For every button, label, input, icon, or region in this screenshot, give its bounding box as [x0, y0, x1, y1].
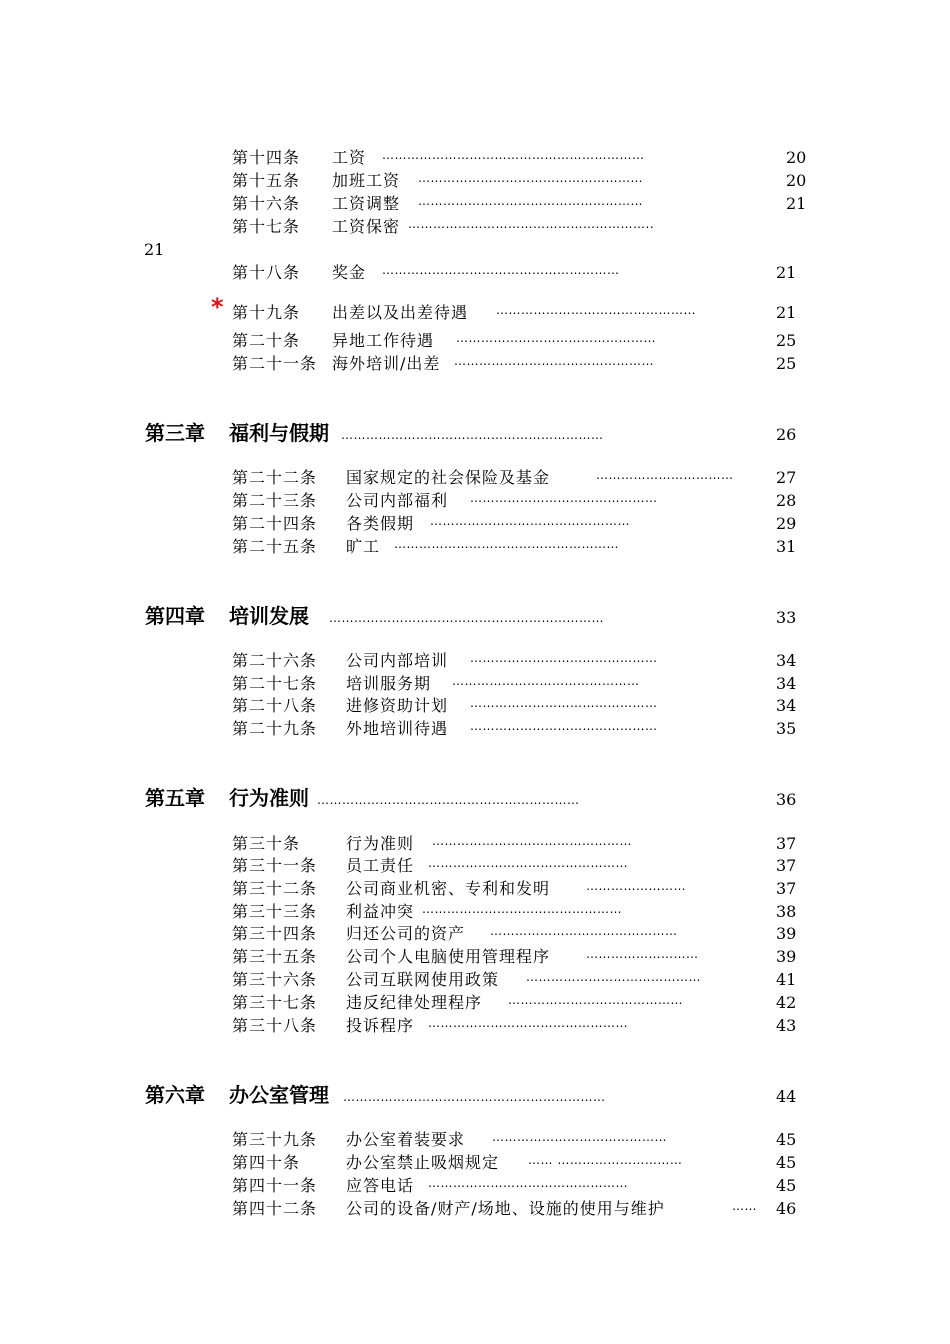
article-label: 第四十一条 [232, 1176, 318, 1195]
page-number: 39 [776, 947, 797, 966]
article-title: 投诉程序 [346, 1016, 415, 1035]
toc-entry-article-23[interactable] [232, 490, 812, 512]
leader-dots: …… ………………………… [528, 1153, 683, 1167]
leader-dots: …… [732, 1199, 757, 1213]
toc-entry-article-36[interactable] [232, 969, 812, 991]
article-title: 归还公司的资产 [346, 924, 466, 943]
leader-dots: ………………………………………… [496, 303, 696, 317]
leader-dots: …………………… [586, 879, 686, 893]
toc-entry-article-20[interactable] [232, 330, 812, 352]
toc-entry-article-35[interactable] [232, 946, 812, 968]
chapter-label: 第六章 [145, 1083, 205, 1107]
leader-dots: ………………………………………… [432, 834, 632, 848]
leader-dots: ……………………………………… [470, 491, 658, 505]
article-label: 第三十五条 [232, 947, 318, 966]
toc-entry-article-24[interactable] [232, 513, 812, 535]
article-label: 第十六条 [232, 194, 301, 213]
article-label: 第二十九条 [232, 719, 318, 738]
toc-entry-article-32[interactable] [232, 878, 812, 900]
leader-dots: ……………………… [586, 947, 699, 961]
article-title: 应答电话 [346, 1176, 415, 1195]
page-number: 35 [776, 719, 797, 738]
article-label: 第三十九条 [232, 1130, 318, 1149]
toc-entry-article-31[interactable] [232, 855, 812, 877]
chapter-title: 办公室管理 [229, 1083, 329, 1107]
toc-entry-article-34[interactable] [232, 923, 812, 945]
page-number: 20 [786, 171, 807, 190]
toc-entry-article-15[interactable] [232, 170, 812, 192]
toc-chapter-6[interactable] [145, 1081, 805, 1109]
leader-dots: ………………………………………………………… [329, 611, 604, 625]
toc-entry-article-37[interactable] [232, 992, 812, 1014]
leader-dots: ……………………………………………………… [317, 793, 580, 807]
leader-dots: ……………………………………… [490, 924, 678, 938]
toc-entry-article-16[interactable] [232, 193, 812, 215]
page-number: 46 [776, 1199, 797, 1218]
page-number: 33 [776, 608, 797, 627]
article-label: 第三十六条 [232, 970, 318, 989]
article-title: 各类假期 [346, 514, 415, 533]
toc-entry-article-41[interactable] [232, 1175, 812, 1197]
toc-entry-article-17[interactable] [232, 216, 792, 238]
page-number: 37 [776, 834, 797, 853]
article-title: 公司个人电脑使用管理程序 [346, 947, 551, 966]
toc-entry-article-29[interactable] [232, 718, 812, 740]
leader-dots: ……………………………………………………… [382, 148, 645, 162]
article-label: 第二十一条 [232, 354, 318, 373]
page-number: 25 [776, 331, 797, 350]
article-title: 违反纪律处理程序 [346, 993, 483, 1012]
article-title: 异地工作待遇 [332, 331, 435, 350]
leader-dots: ………………………………………… [422, 902, 622, 916]
article-label: 第二十二条 [232, 468, 318, 487]
article-title: 利益冲突 [346, 902, 415, 921]
page-number: 45 [776, 1130, 797, 1149]
article-title: 国家规定的社会保险及基金 [346, 468, 551, 487]
chapter-label: 第四章 [145, 604, 205, 628]
article-title: 公司商业机密、专利和发明 [346, 879, 551, 898]
chapter-label: 第三章 [145, 421, 205, 445]
article-label: 第十七条 [232, 217, 301, 236]
page-number: 42 [776, 993, 797, 1012]
toc-entry-article-28[interactable] [232, 695, 812, 717]
toc-chapter-4[interactable] [145, 602, 805, 630]
article-label: 第三十八条 [232, 1016, 318, 1035]
article-label: 第二十三条 [232, 491, 318, 510]
chapter-label: 第五章 [145, 786, 205, 810]
page-number: 21 [776, 263, 797, 282]
page-number: 21 [786, 194, 807, 213]
article-label: 第二十八条 [232, 696, 318, 715]
red-asterisk-icon: * [211, 293, 224, 321]
article-label: 第三十三条 [232, 902, 318, 921]
leader-dots: ……………………………………………… [394, 537, 619, 551]
leader-dots: ………………………………………………….. [408, 217, 655, 231]
toc-entry-article-14[interactable] [232, 147, 812, 169]
toc-entry-article-22[interactable] [232, 467, 812, 489]
leader-dots: ……………………………………………………… [341, 428, 604, 442]
article-label: 第二十六条 [232, 651, 318, 670]
article-title: 进修资助计划 [346, 696, 449, 715]
article-title: 公司互联网使用政策 [346, 970, 500, 989]
toc-entry-article-26[interactable] [232, 650, 812, 672]
article-title: 公司内部福利 [346, 491, 449, 510]
page-number: 21 [144, 240, 165, 259]
toc-entry-article-39[interactable] [232, 1129, 812, 1151]
page-number: 25 [776, 354, 797, 373]
article-title: 海外培训/出差 [332, 354, 441, 373]
leader-dots: ………………………………………… [428, 1016, 628, 1030]
article-label: 第二十四条 [232, 514, 318, 533]
article-title: 公司的设备/财产/场地、设施的使用与维护 [346, 1199, 665, 1218]
article-title: 加班工资 [332, 171, 401, 190]
page-number: 41 [776, 970, 797, 989]
page-number: 34 [776, 696, 797, 715]
chapter-title: 福利与假期 [229, 421, 329, 445]
leader-dots: ………………………………………… [428, 856, 628, 870]
article-title: 行为准则 [346, 834, 415, 853]
article-label: 第十五条 [232, 171, 301, 190]
article-title: 办公室禁止吸烟规定 [346, 1153, 500, 1172]
article-title: 出差以及出差待遇 [332, 303, 469, 322]
toc-entry-article-18[interactable] [232, 262, 812, 284]
leader-dots: ………………………………………… [456, 331, 656, 345]
leader-dots: ………………………………………… [428, 1176, 628, 1190]
article-label: 第三十七条 [232, 993, 318, 1012]
article-title: 旷工 [346, 537, 381, 556]
page-number: 45 [776, 1153, 797, 1172]
article-title: 员工责任 [346, 856, 415, 875]
leader-dots: …………………………………… [526, 970, 701, 984]
article-label: 第三十二条 [232, 879, 318, 898]
article-label: 第三十一条 [232, 856, 318, 875]
toc-entry-article-21[interactable] [232, 353, 812, 375]
article-label: 第三十条 [232, 834, 301, 853]
page-number: 27 [776, 468, 797, 487]
page-number: 20 [786, 148, 807, 167]
page-number: 29 [776, 514, 797, 533]
article-label: 第二十条 [232, 331, 301, 350]
toc-entry-article-19[interactable] [232, 302, 812, 324]
page-number: 28 [776, 491, 797, 510]
article-title: 办公室着装要求 [346, 1130, 466, 1149]
article-label: 第二十七条 [232, 674, 318, 693]
page-number: 43 [776, 1016, 797, 1035]
leader-dots: ……………………………………………………… [343, 1090, 606, 1104]
leader-dots: ………………………………………… [454, 354, 654, 368]
page-number: 36 [776, 790, 797, 809]
chapter-title: 行为准则 [229, 786, 309, 810]
toc-entry-article-17-page-wrap [144, 239, 184, 261]
article-label: 第十四条 [232, 148, 301, 167]
article-title: 奖金 [332, 263, 367, 282]
article-label: 第十八条 [232, 263, 301, 282]
page-number: 38 [776, 902, 797, 921]
leader-dots: …………………………………… [508, 993, 683, 1007]
leader-dots: ………………………………………………… [382, 263, 620, 277]
article-title: 工资调整 [332, 194, 401, 213]
article-title: 工资保密 [332, 217, 401, 236]
page-number: 34 [776, 651, 797, 670]
leader-dots: ……………………………………… [452, 674, 640, 688]
page-number: 31 [776, 537, 797, 556]
toc-chapter-5[interactable] [145, 784, 805, 812]
page-number: 21 [776, 303, 797, 322]
page-number: 44 [776, 1087, 797, 1106]
page-number: 26 [776, 425, 797, 444]
leader-dots: …………………………………… [492, 1130, 667, 1144]
page-number: 39 [776, 924, 797, 943]
article-label: 第四十条 [232, 1153, 301, 1172]
leader-dots: ……………………………………………… [418, 194, 643, 208]
leader-dots: ……………………………………… [470, 719, 658, 733]
toc-chapter-3[interactable] [145, 419, 805, 447]
page-number: 34 [776, 674, 797, 693]
toc-entry-article-40[interactable] [232, 1152, 812, 1174]
toc-entry-article-25[interactable] [232, 536, 812, 558]
article-label: 第四十二条 [232, 1199, 318, 1218]
toc-entry-article-42[interactable] [232, 1198, 812, 1220]
page-number: 45 [776, 1176, 797, 1195]
article-label: 第十九条 [232, 303, 301, 322]
article-title: 外地培训待遇 [346, 719, 449, 738]
leader-dots: ……………………………………………… [418, 171, 643, 185]
article-title: 工资 [332, 148, 367, 167]
article-title: 培训服务期 [346, 674, 432, 693]
page-number: 37 [776, 879, 797, 898]
leader-dots: …………………………… [596, 468, 734, 482]
leader-dots: ………………………………………… [430, 514, 630, 528]
leader-dots: ……………………………………… [470, 651, 658, 665]
chapter-title: 培训发展 [229, 604, 309, 628]
article-label: 第三十四条 [232, 924, 318, 943]
leader-dots: ……………………………………… [470, 696, 658, 710]
article-label: 第二十五条 [232, 537, 318, 556]
toc-entry-article-38[interactable] [232, 1015, 812, 1037]
page-number: 37 [776, 856, 797, 875]
article-title: 公司内部培训 [346, 651, 449, 670]
